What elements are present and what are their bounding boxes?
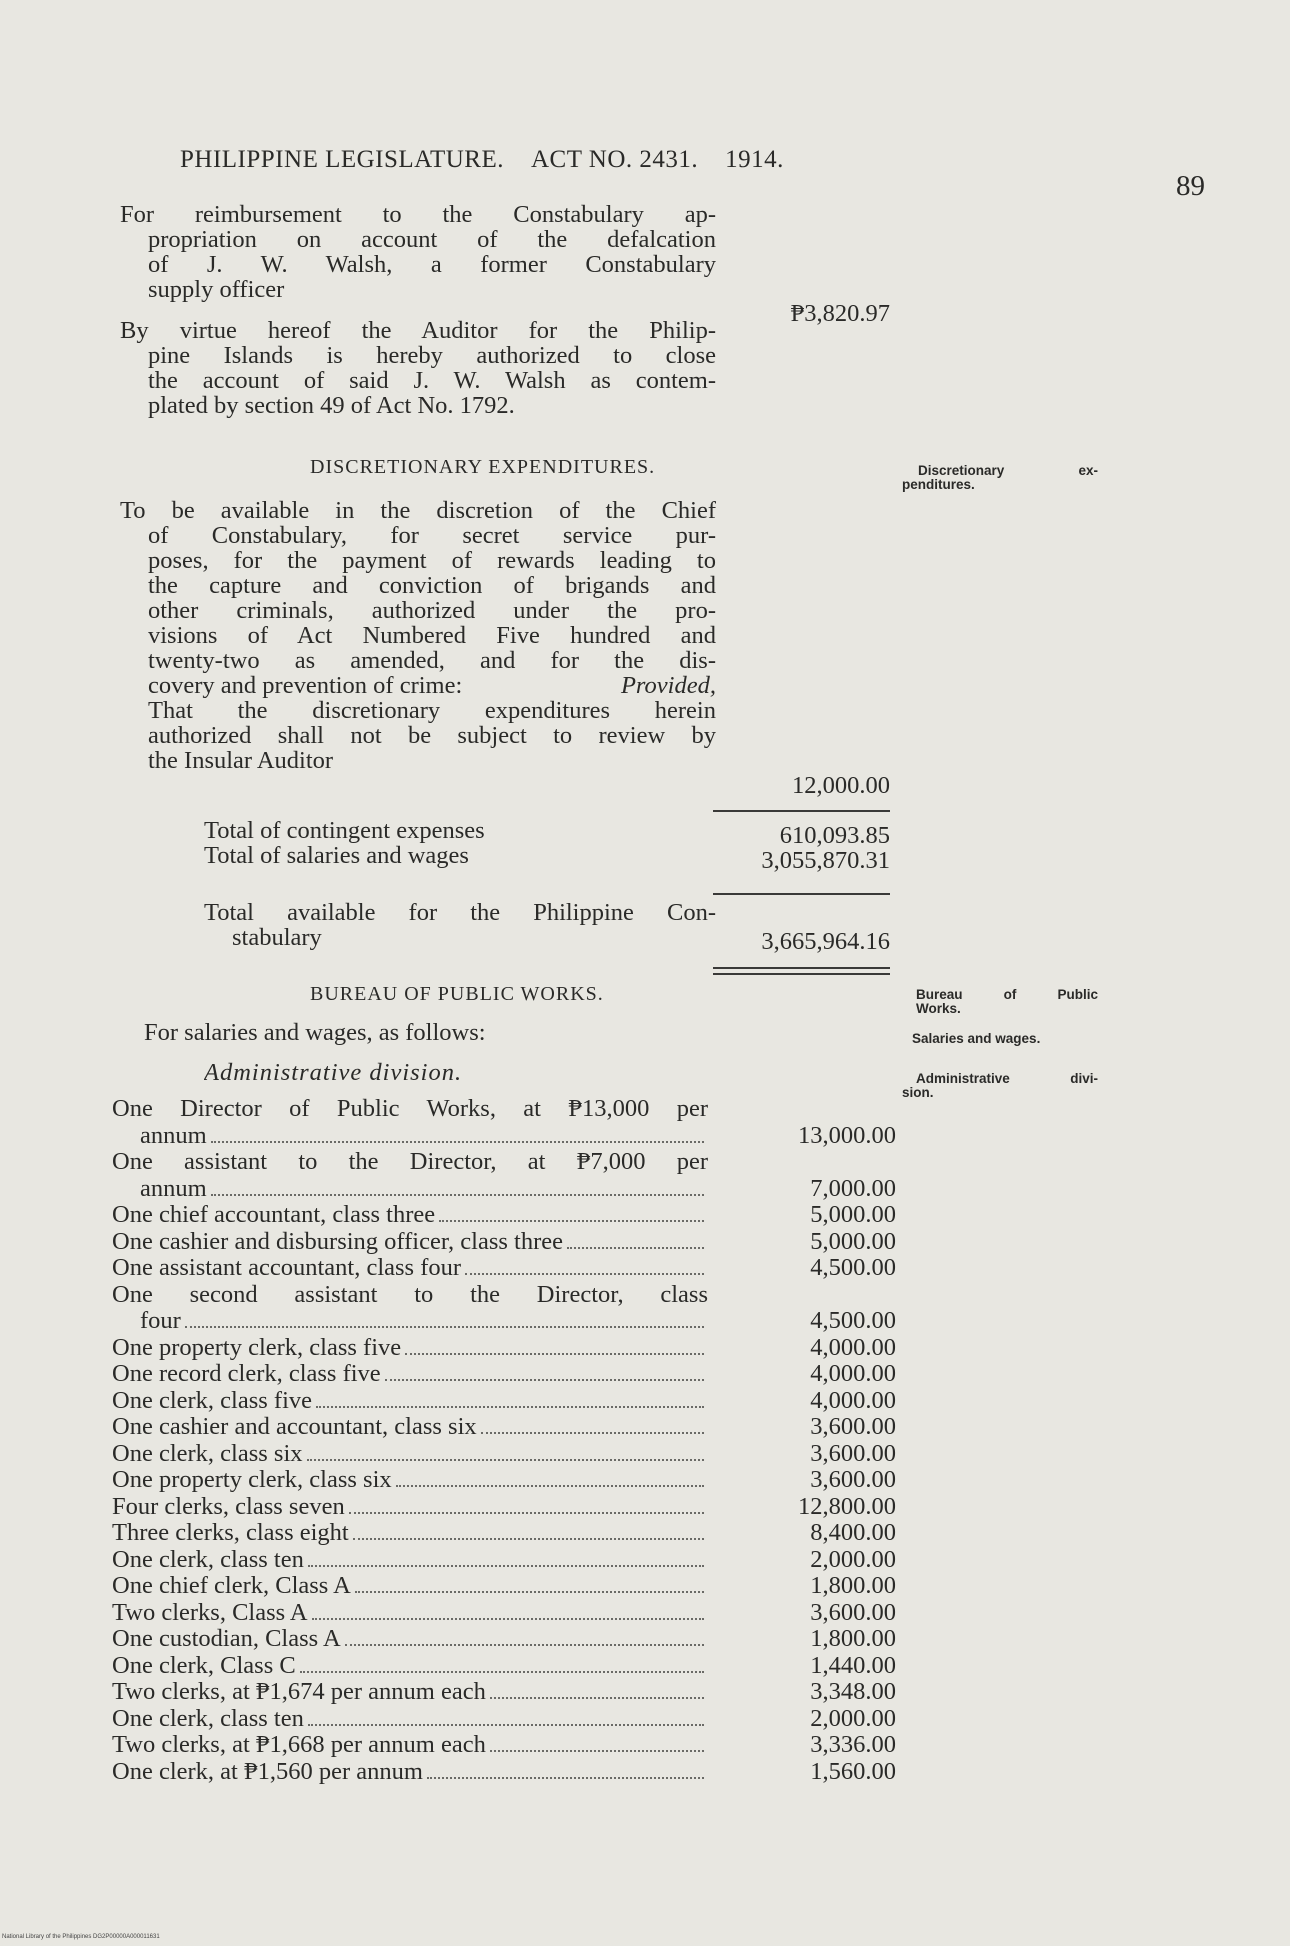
row-amount: 4,000.00 xyxy=(810,1333,896,1361)
row-label: One clerk, class six xyxy=(112,1439,303,1467)
row-amount: 3,600.00 xyxy=(810,1598,896,1626)
table-row xyxy=(112,1229,896,1256)
row-amount: 12,800.00 xyxy=(798,1492,896,1520)
row-label: One assistant to the Director, at ₱7,000 per xyxy=(112,1148,708,1175)
row-amount: 4,000.00 xyxy=(810,1360,896,1387)
division-heading xyxy=(204,1060,704,1085)
dot-leader xyxy=(567,1247,704,1249)
dot-leader xyxy=(308,1724,704,1726)
row-label: four xyxy=(140,1307,181,1334)
leader-line xyxy=(112,1414,708,1441)
total-rule xyxy=(713,893,890,895)
row-amount: 2,000.00 xyxy=(810,1545,896,1573)
row-label: One chief clerk, Class A xyxy=(112,1572,351,1599)
row-amount: 4,500.00 xyxy=(810,1254,896,1281)
dot-leader xyxy=(465,1273,704,1275)
total-available-amount: 3,665,964.16 xyxy=(761,928,890,955)
row-amount: 2,000.00 xyxy=(810,1704,896,1732)
text-line: the Insular Auditor xyxy=(148,748,334,773)
dot-leader xyxy=(185,1326,704,1328)
leader-line xyxy=(112,1388,708,1415)
row-amount: 5,000.00 xyxy=(810,1201,896,1228)
margin-note-line: Works. xyxy=(916,1001,961,1016)
totals-block xyxy=(204,818,716,868)
dot-leader xyxy=(396,1485,704,1487)
double-rule-bottom xyxy=(713,973,890,975)
leader-line xyxy=(140,1308,708,1335)
margin-note-division xyxy=(902,1072,1098,1100)
table-row xyxy=(112,1308,896,1335)
text-line: Administrative division. xyxy=(204,1060,463,1085)
provided-italic: Provided, xyxy=(620,673,716,698)
row-label: annum xyxy=(140,1121,207,1149)
text-line: plated by section 49 of Act No. 1792. xyxy=(148,393,515,418)
leader-line xyxy=(112,1467,708,1494)
table-row xyxy=(112,1467,896,1494)
row-label: One custodian, Class A xyxy=(112,1625,341,1652)
table-row xyxy=(112,1600,896,1627)
table-row xyxy=(112,1653,896,1680)
text-line: propriation on account of the defalcation xyxy=(148,227,716,252)
leader-line xyxy=(112,1520,708,1547)
table-row xyxy=(112,1123,896,1150)
row-label: One second assistant to the Director, class xyxy=(112,1280,708,1308)
table-row xyxy=(112,1255,896,1282)
text-line: authorized shall not be subject to review by xyxy=(148,723,716,748)
row-amount: 5,000.00 xyxy=(810,1227,896,1255)
salaries-intro xyxy=(144,1020,704,1045)
row-label: Two clerks, Class A xyxy=(112,1598,308,1626)
row-label: Two clerks, at ₱1,668 per annum each xyxy=(112,1731,486,1758)
leader-line xyxy=(112,1679,708,1706)
header-title: PHILIPPINE LEGISLATURE. xyxy=(180,146,504,173)
dot-leader xyxy=(481,1432,704,1434)
leader-line xyxy=(120,277,716,302)
leader-line xyxy=(112,1202,708,1229)
row-label: annum xyxy=(140,1174,207,1202)
table-row xyxy=(112,1626,896,1653)
text-line: By virtue hereof the Auditor for the Philip- xyxy=(120,318,716,343)
row-label: One chief accountant, class three xyxy=(112,1201,436,1228)
text-line: pine Islands is hereby authorized to close xyxy=(148,343,716,368)
table-row xyxy=(112,1176,896,1203)
row-label: One clerk, Class C xyxy=(112,1651,296,1679)
page-number: 89 xyxy=(1176,170,1205,202)
leader-line xyxy=(112,1547,708,1574)
margin-note-discretionary xyxy=(902,464,1098,492)
reimbursement-amount: ₱3,820.97 xyxy=(790,300,890,327)
row-amount: 1,800.00 xyxy=(810,1572,896,1599)
text-line: poses, for the payment of rewards leading to xyxy=(148,548,716,573)
dot-leader xyxy=(316,1406,704,1408)
dot-leader xyxy=(345,1644,704,1646)
leader-line xyxy=(112,1494,708,1521)
text-line: the account of said J. W. Walsh as contem- xyxy=(148,368,716,393)
total-salaries-amount: 3,055,870.31 xyxy=(761,847,890,874)
row-label: One Director of Public Works, at ₱13,000 per xyxy=(112,1095,708,1122)
row-label: One clerk, class five xyxy=(112,1386,312,1414)
leader-line xyxy=(204,925,716,950)
footer-watermark: National Library of the Philippines DG2P00000A000011631 xyxy=(2,1934,160,1940)
row-amount: 3,336.00 xyxy=(810,1731,896,1758)
header-year: 1914. xyxy=(725,146,784,173)
dot-leader xyxy=(490,1697,704,1699)
dot-leader xyxy=(211,1194,704,1196)
table-row xyxy=(112,1335,896,1362)
text-line: To be available in the discretion of the Chief xyxy=(120,498,716,523)
table-row xyxy=(112,1573,896,1600)
row-label: Two clerks, at ₱1,674 per annum each xyxy=(112,1678,486,1705)
row-amount: 13,000.00 xyxy=(798,1121,896,1149)
row-label: One clerk, at ₱1,560 per annum xyxy=(112,1757,423,1785)
leader-line xyxy=(140,1176,708,1203)
section-heading-discretionary: DISCRETIONARY EXPENDITURES. xyxy=(310,456,656,478)
margin-note-salaries: Salaries and wages. xyxy=(912,1031,1041,1046)
row-amount: 3,600.00 xyxy=(810,1413,896,1440)
table-row xyxy=(112,1759,896,1786)
table-row xyxy=(112,1679,896,1706)
row-label: Three clerks, class eight xyxy=(112,1519,349,1546)
leader-line xyxy=(112,1759,708,1786)
table-row xyxy=(112,1096,896,1123)
dot-leader xyxy=(490,1750,704,1752)
text-line: That the discretionary expenditures herein xyxy=(148,698,716,723)
dot-leader xyxy=(439,1220,704,1222)
dot-leader xyxy=(353,1538,704,1540)
row-amount: 3,600.00 xyxy=(810,1466,896,1493)
margin-note-line: penditures. xyxy=(902,477,975,492)
leader-line xyxy=(112,1229,708,1256)
row-amount: 1,560.00 xyxy=(810,1757,896,1785)
reimbursement-paragraph xyxy=(120,202,716,302)
total-available-block xyxy=(204,900,716,950)
table-row xyxy=(112,1388,896,1415)
row-amount: 8,400.00 xyxy=(810,1519,896,1546)
row-amount: 1,800.00 xyxy=(810,1625,896,1652)
margin-note-line: Administrative divi- xyxy=(916,1071,1098,1086)
margin-note-line: sion. xyxy=(902,1085,934,1100)
table-row xyxy=(112,1282,896,1309)
table-row xyxy=(112,1732,896,1759)
dot-leader xyxy=(300,1671,704,1673)
margin-note-line: Discretionary ex- xyxy=(918,463,1098,478)
dot-leader xyxy=(385,1379,704,1381)
row-label: One clerk, class ten xyxy=(112,1545,304,1573)
table-row xyxy=(112,1202,896,1229)
table-row xyxy=(112,1706,896,1733)
row-label: One property clerk, class six xyxy=(112,1466,392,1493)
leader-line xyxy=(112,1732,708,1759)
discretionary-amount: 12,000.00 xyxy=(792,772,890,799)
row-label: One clerk, class ten xyxy=(112,1704,304,1732)
row-label: One record clerk, class five xyxy=(112,1360,381,1387)
total-contingent-amount: 610,093.85 xyxy=(779,822,890,849)
total-available-line: Total available for the Philippine Con- xyxy=(204,900,716,925)
row-label: One property clerk, class five xyxy=(112,1333,402,1361)
dot-leader xyxy=(312,1618,704,1620)
auditor-paragraph xyxy=(120,318,716,418)
text-line: the capture and conviction of brigands and xyxy=(148,573,716,598)
text-line: visions of Act Numbered Five hundred and xyxy=(148,623,716,648)
salary-table xyxy=(112,1096,896,1785)
leader-line xyxy=(112,1706,708,1733)
text-line: of Constabulary, for secret service pur- xyxy=(148,523,716,548)
leader-line xyxy=(112,1441,708,1468)
table-row xyxy=(112,1547,896,1574)
leader-line xyxy=(112,1573,708,1600)
table-row xyxy=(112,1149,896,1176)
leader-line xyxy=(112,1335,708,1362)
dot-leader xyxy=(349,1512,704,1514)
text-line: other criminals, authorized under the pro- xyxy=(148,598,716,623)
dot-leader xyxy=(405,1353,704,1355)
leader-line xyxy=(140,1123,708,1150)
margin-note-public-works xyxy=(902,988,1098,1016)
table-row xyxy=(112,1494,896,1521)
leader-line xyxy=(112,1361,708,1388)
leader-line xyxy=(112,1600,708,1627)
text-line xyxy=(120,673,716,698)
text-line: For reimbursement to the Constabulary ap- xyxy=(120,202,716,227)
row-label: Four clerks, class seven xyxy=(112,1492,345,1520)
table-row xyxy=(112,1361,896,1388)
leader-line xyxy=(204,818,716,843)
row-amount: 3,348.00 xyxy=(810,1678,896,1705)
leader-line xyxy=(120,748,716,773)
leader-line xyxy=(204,843,716,868)
section-heading-public-works: BUREAU OF PUBLIC WORKS. xyxy=(310,983,604,1005)
total-contingent-label: Total of contingent expenses xyxy=(204,818,485,843)
dot-leader xyxy=(308,1565,704,1567)
leader-line xyxy=(112,1653,708,1680)
row-amount: 4,000.00 xyxy=(810,1386,896,1414)
total-available-line: stabulary xyxy=(232,925,322,950)
header-act: ACT NO. 2431. xyxy=(531,146,699,173)
leader-line xyxy=(112,1255,708,1282)
total-rule xyxy=(713,810,890,812)
total-salaries-label: Total of salaries and wages xyxy=(204,843,469,868)
text-line: For salaries and wages, as follows: xyxy=(144,1020,486,1045)
row-label: One cashier and disbursing officer, class three xyxy=(112,1227,563,1255)
dot-leader xyxy=(427,1777,704,1779)
row-amount: 7,000.00 xyxy=(810,1174,896,1202)
text-fragment: covery and prevention of crime: xyxy=(148,673,463,698)
margin-note-line: Bureau of Public xyxy=(916,987,1098,1002)
dot-leader xyxy=(211,1141,704,1143)
row-amount: 1,440.00 xyxy=(810,1651,896,1679)
table-row xyxy=(112,1520,896,1547)
dot-leader xyxy=(355,1591,704,1593)
double-rule-top xyxy=(713,967,890,969)
table-row xyxy=(112,1441,896,1468)
discretionary-paragraph xyxy=(120,498,716,773)
dot-leader xyxy=(307,1459,705,1461)
row-amount: 4,500.00 xyxy=(810,1307,896,1334)
row-label: One assistant accountant, class four xyxy=(112,1254,462,1281)
text-line: supply officer xyxy=(148,277,285,302)
text-line: twenty-two as amended, and for the dis- xyxy=(148,648,716,673)
text-line: of J. W. Walsh, a former Constabulary xyxy=(148,252,716,277)
row-label: One cashier and accountant, class six xyxy=(112,1413,477,1440)
table-row xyxy=(112,1414,896,1441)
leader-line xyxy=(112,1626,708,1653)
running-header xyxy=(180,146,784,174)
row-amount: 3,600.00 xyxy=(810,1439,896,1467)
